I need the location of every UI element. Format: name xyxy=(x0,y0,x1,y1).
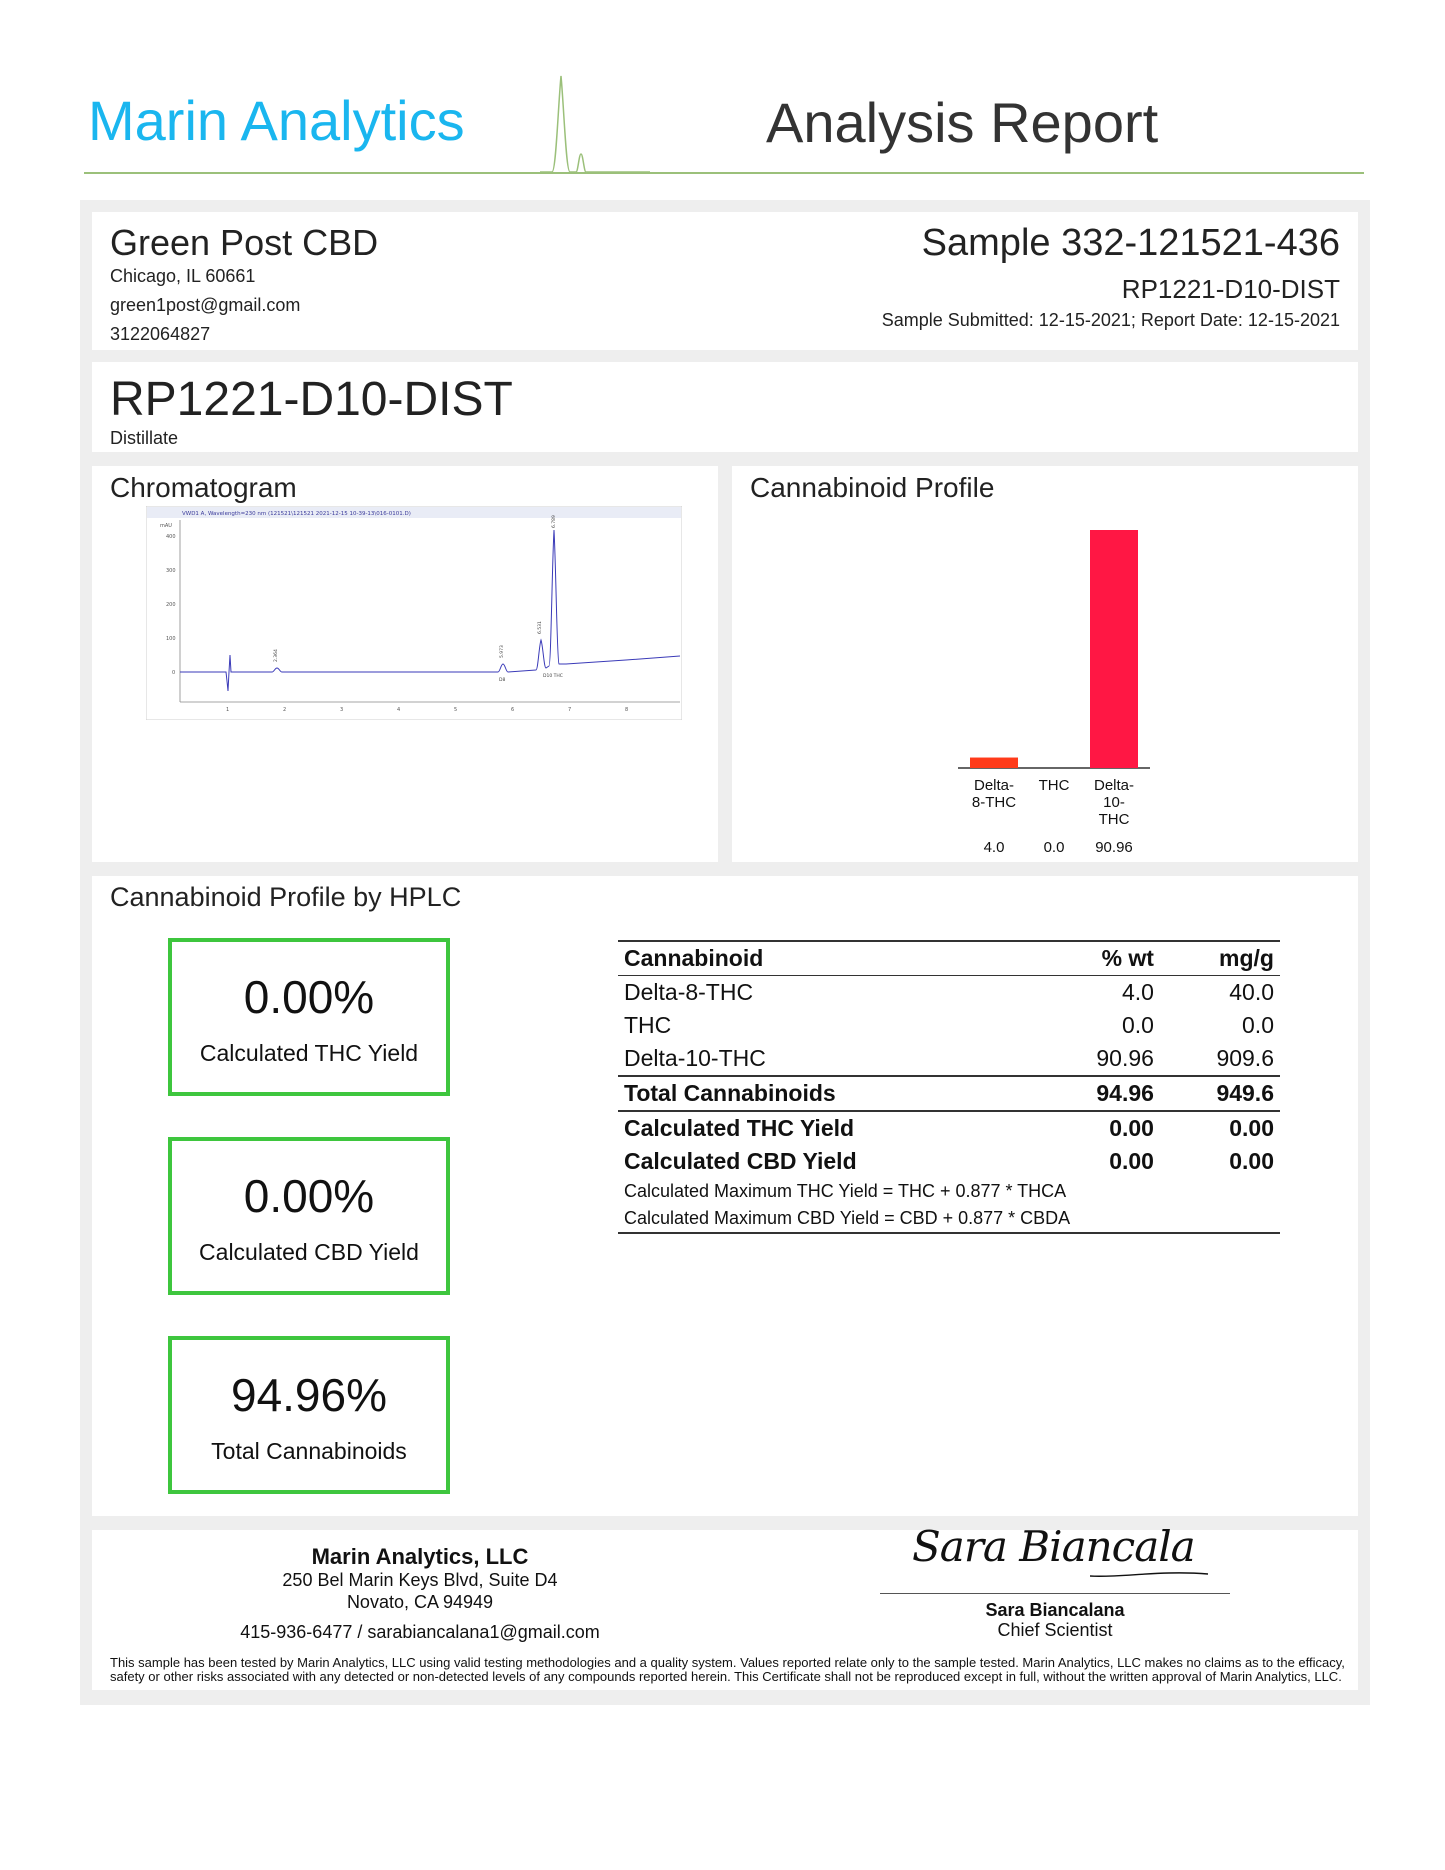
cell: 0.00 xyxy=(1040,1111,1160,1145)
product-name: RP1221-D10-DIST xyxy=(110,373,513,426)
category-label: Delta- xyxy=(973,777,1015,794)
peak-name: D10 THC xyxy=(543,674,563,679)
lab-address-2: Novato, CA 94949 xyxy=(346,1592,494,1612)
client-name: Green Post CBD xyxy=(110,222,379,263)
table-row xyxy=(618,976,1280,1010)
kpi-label: Calculated CBD Yield xyxy=(199,1239,419,1265)
column-header: Cannabinoid xyxy=(618,941,1040,976)
x-tick: 5 xyxy=(454,707,458,713)
kpi-thc-yield xyxy=(168,938,450,1096)
category-label: 8-THC xyxy=(971,794,1017,811)
signer-name: Sara Biancalana xyxy=(985,1600,1125,1620)
cell: 0.00 xyxy=(1109,1148,1154,1174)
x-tick: 2 xyxy=(283,707,287,713)
category-label: Delta- xyxy=(1093,777,1135,794)
formula-row xyxy=(618,1205,1280,1233)
kpi-value: 0.00% xyxy=(243,1170,375,1222)
cell: Calculated THC Yield xyxy=(618,1111,1040,1145)
y-tick: 0 xyxy=(172,670,176,676)
formula-text: Calculated Maximum CBD Yield = CBD + 0.877 * CBDA xyxy=(618,1205,1280,1233)
brand-name: Marin Analytics xyxy=(88,89,465,152)
value-label: 0.0 xyxy=(1043,839,1065,856)
peak-label: 6.789 xyxy=(552,515,557,528)
category-label: THC xyxy=(1038,777,1070,794)
bar-delta-8-thc xyxy=(970,758,1018,768)
y-tick: 400 xyxy=(166,534,176,540)
bar-delta-10-thc xyxy=(1090,530,1138,768)
kpi-label: Calculated THC Yield xyxy=(199,1040,419,1066)
sample-code: RP1221-D10-DIST xyxy=(1121,274,1340,304)
x-tick: 6 xyxy=(511,707,515,713)
kpi-cbd-yield xyxy=(168,1137,450,1295)
cell: 0.00 xyxy=(1160,1111,1280,1145)
total-row xyxy=(618,1076,1280,1111)
x-tick: 4 xyxy=(397,707,401,713)
report-title: Analysis Report xyxy=(766,91,1159,154)
formula-row xyxy=(618,1178,1280,1205)
formula-text: Calculated Maximum THC Yield = THC + 0.877 * THCA xyxy=(624,1181,1067,1201)
value-label: 4.0 xyxy=(983,839,1005,856)
results-table xyxy=(618,940,1280,1234)
cell: 909.6 xyxy=(1216,1045,1274,1071)
table-header-row xyxy=(618,941,1280,976)
signer-title: Chief Scientist xyxy=(997,1620,1113,1640)
header-divider xyxy=(84,172,1364,174)
product-type: Distillate xyxy=(110,428,179,448)
cell: THC xyxy=(624,1012,672,1038)
lab-company: Marin Analytics, LLC xyxy=(311,1544,529,1569)
yield-row xyxy=(618,1111,1280,1145)
hplc-title: Cannabinoid Profile by HPLC xyxy=(110,882,462,912)
signature-flourish xyxy=(1090,1562,1210,1582)
chromatogram-header-text: VWD1 A, Wavelength=230 nm (121521\121521 2021-12-15 10-39-13\016-0101.D) xyxy=(182,511,411,517)
cell: 90.96 xyxy=(1096,1045,1154,1071)
category-label: THC xyxy=(1098,811,1130,828)
x-tick: 3 xyxy=(340,707,344,713)
column-header: % wt xyxy=(1040,941,1160,976)
client-city: Chicago, IL 60661 xyxy=(110,266,256,286)
cell: 0.00 xyxy=(1229,1148,1274,1174)
y-tick: 100 xyxy=(166,636,176,642)
cell: Total Cannabinoids xyxy=(618,1076,1040,1111)
kpi-value: 94.96% xyxy=(230,1369,387,1421)
lab-contact: 415-936-6477 / sarabiancalana1@gmail.com xyxy=(240,1622,600,1642)
signature-line xyxy=(880,1593,1230,1594)
sample-id: Sample 332-121521-436 xyxy=(921,222,1340,264)
peak-name: D8 xyxy=(499,678,506,683)
client-email: green1post@gmail.com xyxy=(110,295,301,315)
cell: 0.0 xyxy=(1121,1012,1154,1038)
table-row xyxy=(618,1042,1280,1076)
kpi-value: 0.00% xyxy=(243,971,375,1023)
cell: 949.6 xyxy=(1160,1076,1280,1111)
profile-bar-chart xyxy=(732,510,1358,860)
cell: 94.96 xyxy=(1040,1076,1160,1111)
yield-row xyxy=(618,1145,1280,1178)
chromatogram-plot xyxy=(146,506,682,720)
x-tick: 7 xyxy=(568,707,572,713)
client-phone: 3122064827 xyxy=(110,324,211,344)
peak-label: 2.364 xyxy=(274,649,279,662)
cell: 40.0 xyxy=(1229,979,1274,1005)
cell: 4.0 xyxy=(1121,979,1154,1005)
category-label: 10- xyxy=(1103,794,1125,811)
column-header: mg/g xyxy=(1160,941,1280,976)
x-tick: 8 xyxy=(625,707,629,713)
x-tick: 1 xyxy=(226,707,230,713)
cell: Delta-8-THC xyxy=(624,979,754,1005)
peak-label: 5.973 xyxy=(500,645,505,658)
value-label: 90.96 xyxy=(1095,839,1133,856)
kpi-label: Total Cannabinoids xyxy=(211,1438,407,1464)
cell: Calculated CBD Yield xyxy=(624,1148,857,1174)
kpi-total-cannabinoids xyxy=(168,1336,450,1494)
y-tick: 300 xyxy=(166,568,176,574)
sample-dates: Sample Submitted: 12-15-2021; Report Date: 12-15-2021 xyxy=(881,310,1340,330)
y-tick: 200 xyxy=(166,602,176,608)
chromatogram-title: Chromatogram xyxy=(110,472,297,503)
cell: 0.0 xyxy=(1242,1012,1274,1038)
disclaimer: This sample has been tested by Marin Analytics, LLC using valid testing methodologies and a quality system. Values reported relate only to the sample tested. Marin Analytics, LLC makes no claims as to the efficacy, safety or other risks associated with any detected or non-detected levels of any compounds reported herein. This Certificate shall not be reproduced except in full, without the written approval of Marin Analytics, LLC. xyxy=(110,1655,1345,1684)
signature: Sara Biancala xyxy=(912,1522,1195,1571)
peak-label: 6.531 xyxy=(538,621,543,634)
lab-address-1: 250 Bel Marin Keys Blvd, Suite D4 xyxy=(282,1570,558,1590)
cell: Delta-10-THC xyxy=(624,1045,766,1071)
table-row xyxy=(618,1009,1280,1042)
profile-chart-title: Cannabinoid Profile xyxy=(750,472,995,503)
chromatogram-unit: mAU xyxy=(160,523,172,529)
logo-peak-icon xyxy=(540,68,650,178)
